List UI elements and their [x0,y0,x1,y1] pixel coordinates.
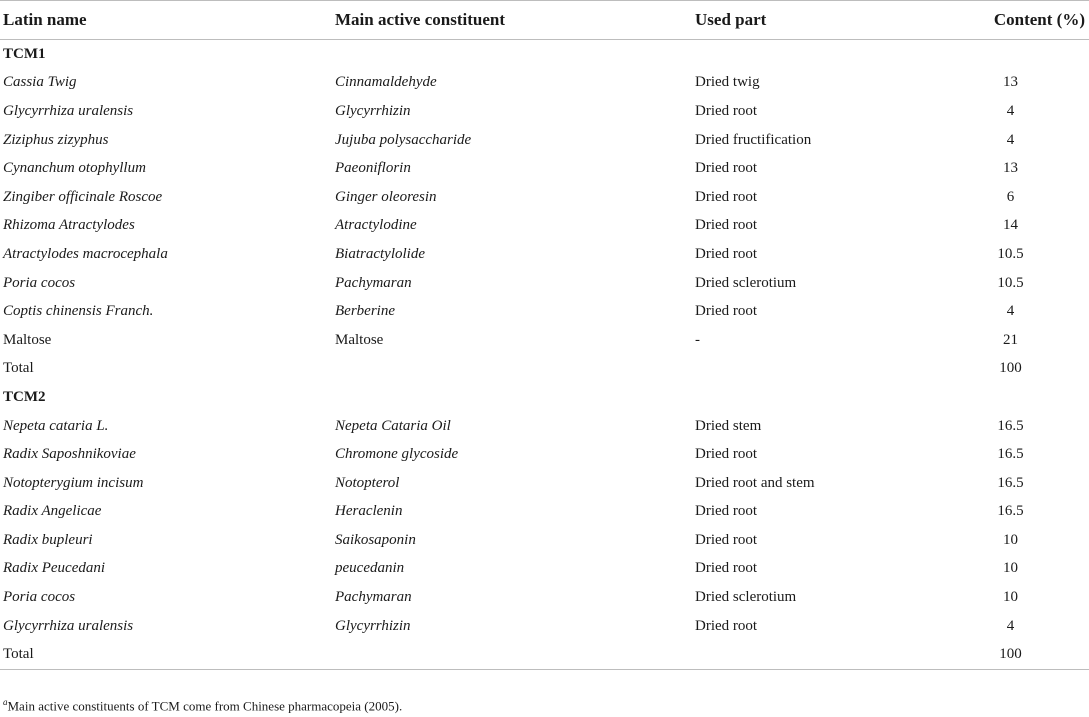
cell-used-part [692,640,912,669]
content-value: 21 [1003,331,1018,348]
cell-latin-name: Glycyrrhiza uralensis [3,102,134,119]
header-main-active-constituent: Main active constituent [332,1,692,40]
content-value: 10.5 [997,245,1024,262]
cell-main-active-constituent: Pachymaran [335,589,412,606]
cell-content [912,240,1089,269]
cell-latin-name: Radix bupleuri [3,531,93,548]
table-row [0,126,1089,155]
table-row [0,412,1089,441]
cell-latin-name: Cynanchum otophyllum [3,160,146,177]
cell-main-active-constituent: Atractylodine [335,217,417,234]
content-value: 10 [1003,589,1018,606]
table-row [0,498,1089,527]
cell-main-active-constituent: Cinnamaldehyde [335,74,437,91]
cell-latin-name: Nepeta cataria L. [3,417,109,434]
table-row [0,326,1089,355]
table-row [0,612,1089,641]
content-value: 16.5 [997,474,1024,491]
cell-used-part: Dried root [695,617,758,634]
cell-main-active-constituent: Pachymaran [335,274,412,291]
table-row [0,555,1089,584]
cell-latin-name: Maltose [3,331,52,348]
cell-main-active-constituent: Chromone glycoside [335,446,459,463]
cell-latin-name: Cassia Twig [3,74,77,91]
content-value: 13 [1003,160,1018,177]
content-value: 6 [1006,188,1015,205]
content-value: 100 [999,360,1022,377]
table-row [0,212,1089,241]
cell-content [912,440,1089,469]
cell-latin-name: Radix Angelicae [3,503,102,520]
cell-content [912,326,1089,355]
content-value: 13 [1003,74,1018,91]
table-row [0,469,1089,498]
cell-main-active-constituent: Maltose [335,331,384,348]
cell-latin-name: Poria cocos [3,589,76,606]
cell-used-part: Dried root [695,102,758,119]
cell-main-active-constituent: Jujuba polysaccharide [335,131,472,148]
cell-main-active-constituent [332,355,692,384]
cell-content [912,297,1089,326]
cell-used-part: - [695,331,700,348]
footnote-text: Main active constituents of TCM come from Chinese pharmacopeia (2005). [7,698,403,714]
table-row [0,297,1089,326]
cell-main-active-constituent: Saikosaponin [335,531,416,548]
content-value: 4 [1006,131,1015,148]
cell-main-active-constituent [332,640,692,669]
table-body [0,40,1089,670]
content-value: 10 [1003,531,1018,548]
content-value: 10.5 [997,274,1024,291]
cell-used-part: Dried stem [695,417,762,434]
cell-content [912,469,1089,498]
cell-latin-name: Coptis chinensis Franch. [3,303,154,320]
cell-used-part: Dried root [695,245,758,262]
cell-used-part: Dried fructification [695,131,812,148]
table-row [0,240,1089,269]
header-used-part: Used part [692,1,912,40]
cell-latin-name: Ziziphus zizyphus [3,131,109,148]
cell-content [912,154,1089,183]
table-row [0,97,1089,126]
table-row [0,583,1089,612]
cell-latin-name: Atractylodes macrocephala [3,245,168,262]
cell-content [912,640,1089,669]
cell-main-active-constituent: Nepeta Cataria Oil [335,417,451,434]
cell-used-part: Dried root [695,446,758,463]
table-row [0,355,1089,384]
cell-latin-name: Radix Peucedani [3,560,106,577]
cell-main-active-constituent: Ginger oleoresin [335,188,437,205]
cell-main-active-constituent: peucedanin [335,560,405,577]
content-value: 4 [1006,303,1015,320]
group-row [0,40,1089,69]
cell-used-part: Dried root [695,560,758,577]
cell-used-part: Dried root [695,217,758,234]
cell-latin-name: Rhizoma Atractylodes [3,217,135,234]
cell-used-part: Dried root [695,503,758,520]
table-row [0,269,1089,298]
group-label: TCM1 [3,45,46,62]
header-latin-name: Latin name [0,1,332,40]
cell-content [912,412,1089,441]
cell-latin-name: Zingiber officinale Roscoe [3,188,163,205]
cell-used-part: Dried root [695,160,758,177]
cell-used-part: Dried root [695,531,758,548]
cell-used-part: Dried root and stem [695,474,815,491]
cell-used-part: Dried twig [695,74,760,91]
cell-content [912,498,1089,527]
content-value: 16.5 [997,417,1024,434]
table-row [0,183,1089,212]
content-value: 16.5 [997,503,1024,520]
cell-used-part: Dried sclerotium [695,274,797,291]
cell-content [912,583,1089,612]
table-row [0,526,1089,555]
cell-main-active-constituent: Paeoniflorin [335,160,411,177]
table-row [0,154,1089,183]
table-row [0,440,1089,469]
cell-content [912,555,1089,584]
cell-main-active-constituent: Notopterol [335,474,400,491]
cell-main-active-constituent: Berberine [335,303,395,320]
cell-main-active-constituent: Biatractylolide [335,245,425,262]
footnote-marker: a [3,697,8,707]
cell-content [912,526,1089,555]
content-value: 4 [1006,617,1015,634]
cell-main-active-constituent: Glycyrrhizin [335,102,411,119]
footnote [3,697,402,714]
cell-main-active-constituent: Heraclenin [335,503,403,520]
content-value: 16.5 [997,446,1024,463]
table-row [0,640,1089,669]
cell-used-part: Dried root [695,188,758,205]
cell-content [912,612,1089,641]
cell-latin-name: Glycyrrhiza uralensis [3,617,134,634]
header-content: Content (%) [912,1,1089,40]
content-value: 10 [1003,560,1018,577]
cell-latin-name: Poria cocos [3,274,76,291]
cell-main-active-constituent: Glycyrrhizin [335,617,411,634]
cell-content [912,269,1089,298]
cell-content [912,69,1089,98]
cell-latin-name: Total [0,640,332,669]
cell-content [912,212,1089,241]
cell-latin-name: Notopterygium incisum [3,474,144,491]
cell-used-part: Dried sclerotium [695,589,797,606]
header-row [0,1,1089,40]
cell-latin-name: Radix Saposhnikoviae [3,446,136,463]
content-value: 14 [1003,217,1018,234]
cell-latin-name: Total [3,360,34,377]
group-row [0,383,1089,412]
group-label: TCM2 [3,388,46,405]
cell-used-part [692,355,912,384]
cell-content [912,126,1089,155]
content-value: 100 [999,646,1022,663]
cell-content [912,97,1089,126]
table-row [0,69,1089,98]
content-value: 4 [1006,102,1015,119]
cell-content [912,355,1089,384]
cell-used-part: Dried root [695,303,758,320]
cell-content [912,183,1089,212]
